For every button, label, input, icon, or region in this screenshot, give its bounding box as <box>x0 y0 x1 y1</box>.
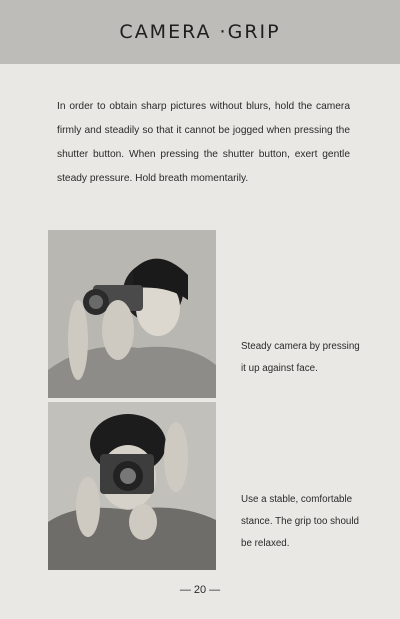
page-title: CAMERA ·GRIP <box>119 21 281 43</box>
caption-side-grip: Steady camera by pressing it up against face. <box>241 341 360 374</box>
intro-paragraph: In order to obtain sharp pictures without blurs, hold the camera firmly and steadily so that it cannot be jogged when pressing the shutter button. When pressing the shutter button, exert gentle steady pressure. Hold breath momentarily. <box>57 101 350 184</box>
photo-front-grip <box>48 402 216 570</box>
header-bar <box>0 0 400 64</box>
page-number: — 20 — <box>179 584 221 596</box>
caption-front-grip: Use a stable, comfortable stance. The grip too should be relaxed. <box>241 494 360 549</box>
photo-side-grip <box>48 230 216 398</box>
